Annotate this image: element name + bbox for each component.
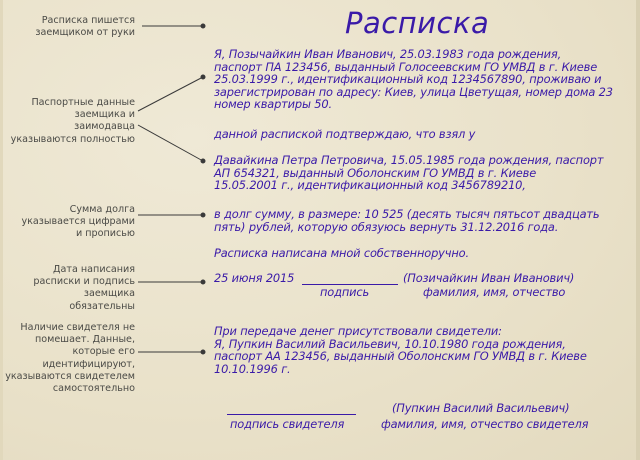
annotation-line: которые его (72, 346, 135, 358)
annotation-line: заемщика и (74, 109, 135, 121)
handwritten-statement: Расписка написана мной собственноручно. (214, 246, 469, 260)
annotation-witness (4, 322, 135, 395)
borrower-block (214, 48, 613, 111)
annotation-line: Паспортные данные (31, 97, 135, 108)
annotation-line: и прописью (75, 228, 135, 240)
text-line: в долг сумму, в размере: 10 525 (десять тысяч пятьсот двадцать (214, 207, 600, 221)
annotation-line: Наличие свидетеля не (20, 322, 135, 333)
annotation-line: помешает. Данные, (35, 334, 135, 346)
borrower-name: (Позичайкин Иван Иванович) (403, 271, 575, 285)
annotation-line: идентифицируют, (42, 358, 135, 370)
date-text: 25 июня 2015 (214, 271, 295, 285)
text-line: Я, Пупкин Василий Васильевич, 10.10.1980 года рождения, (214, 336, 566, 351)
witness-signature-caption: подпись свидетеля (230, 417, 345, 431)
witness-name: (Пупкин Василий Васильевич) (392, 401, 570, 415)
witness-block (214, 325, 587, 375)
text-line: зарегистрирован по адресу: Киев, улица Цветущая, номер дома 23 (214, 84, 613, 99)
witness-fio-caption: фамилия, имя, отчество свидетеля (381, 417, 589, 431)
annotation-line: самостоятельно (52, 383, 135, 395)
text-line: 15.05.2001 г., идентификационный код 3456789210, (214, 178, 526, 193)
annotation-line: заемщика (83, 288, 135, 300)
page-right-edge (636, 0, 640, 460)
text-line: Я, Позычайкин Иван Иванович, 25.03.1983 года рождения, (214, 47, 562, 61)
annotation-line: Сумма долга (69, 204, 135, 215)
lender-block (214, 154, 603, 192)
annotation-line: Расписка пишется (41, 15, 135, 26)
annotation-handwritten (10, 15, 135, 39)
text-line: паспорт ПА 123456, выданный Голосеевским ГО УМВД в г. Киеве (214, 59, 598, 74)
annotation-line: указываются полностью (10, 133, 135, 145)
annotation-line: расписки и подпись (33, 276, 135, 288)
fio-caption: фамилия, имя, отчество (423, 285, 566, 299)
annotation-line: указываются свидетелем (5, 370, 135, 382)
text-line: 10.10.1996 г. (214, 361, 291, 376)
annotation-passport-data (10, 97, 135, 146)
text-line: АП 654321, выданный Оболонским ГО УМВД в г. Киеве (214, 165, 537, 180)
text-line: 25.03.1999 г., идентификационный код 1234567890, проживаю и (214, 72, 602, 87)
page-left-edge (0, 0, 3, 460)
annotation-line: заемщиком от руки (35, 27, 135, 39)
document-title: Расписка (345, 6, 490, 40)
confirm-line: данной распиской подтверждаю, что взял у (214, 127, 476, 141)
text-line: При передаче денег присутствовали свидетели: (214, 324, 502, 338)
annotation-line: заимодавца (74, 121, 135, 133)
witness-signature-line (227, 414, 356, 415)
annotation-line: обязательны (69, 300, 135, 312)
text-line: Давайкина Петра Петровича, 15.05.1985 года рождения, паспорт (214, 153, 604, 167)
annotation-debt-amount (10, 204, 135, 241)
signature-caption: подпись (320, 285, 370, 299)
text-line: номер квартиры 50. (214, 97, 332, 112)
amount-block (214, 208, 599, 233)
annotation-line: указывается цифрами (21, 216, 135, 228)
text-line: пять) рублей, которую обязуюсь вернуть 31.12.2016 года. (214, 219, 559, 234)
annotation-date-signature (10, 264, 135, 313)
text-line: паспорт АА 123456, выданный Оболонским ГО УМВД в г. Киеве (214, 349, 587, 364)
annotation-line: Дата написания (53, 264, 135, 275)
